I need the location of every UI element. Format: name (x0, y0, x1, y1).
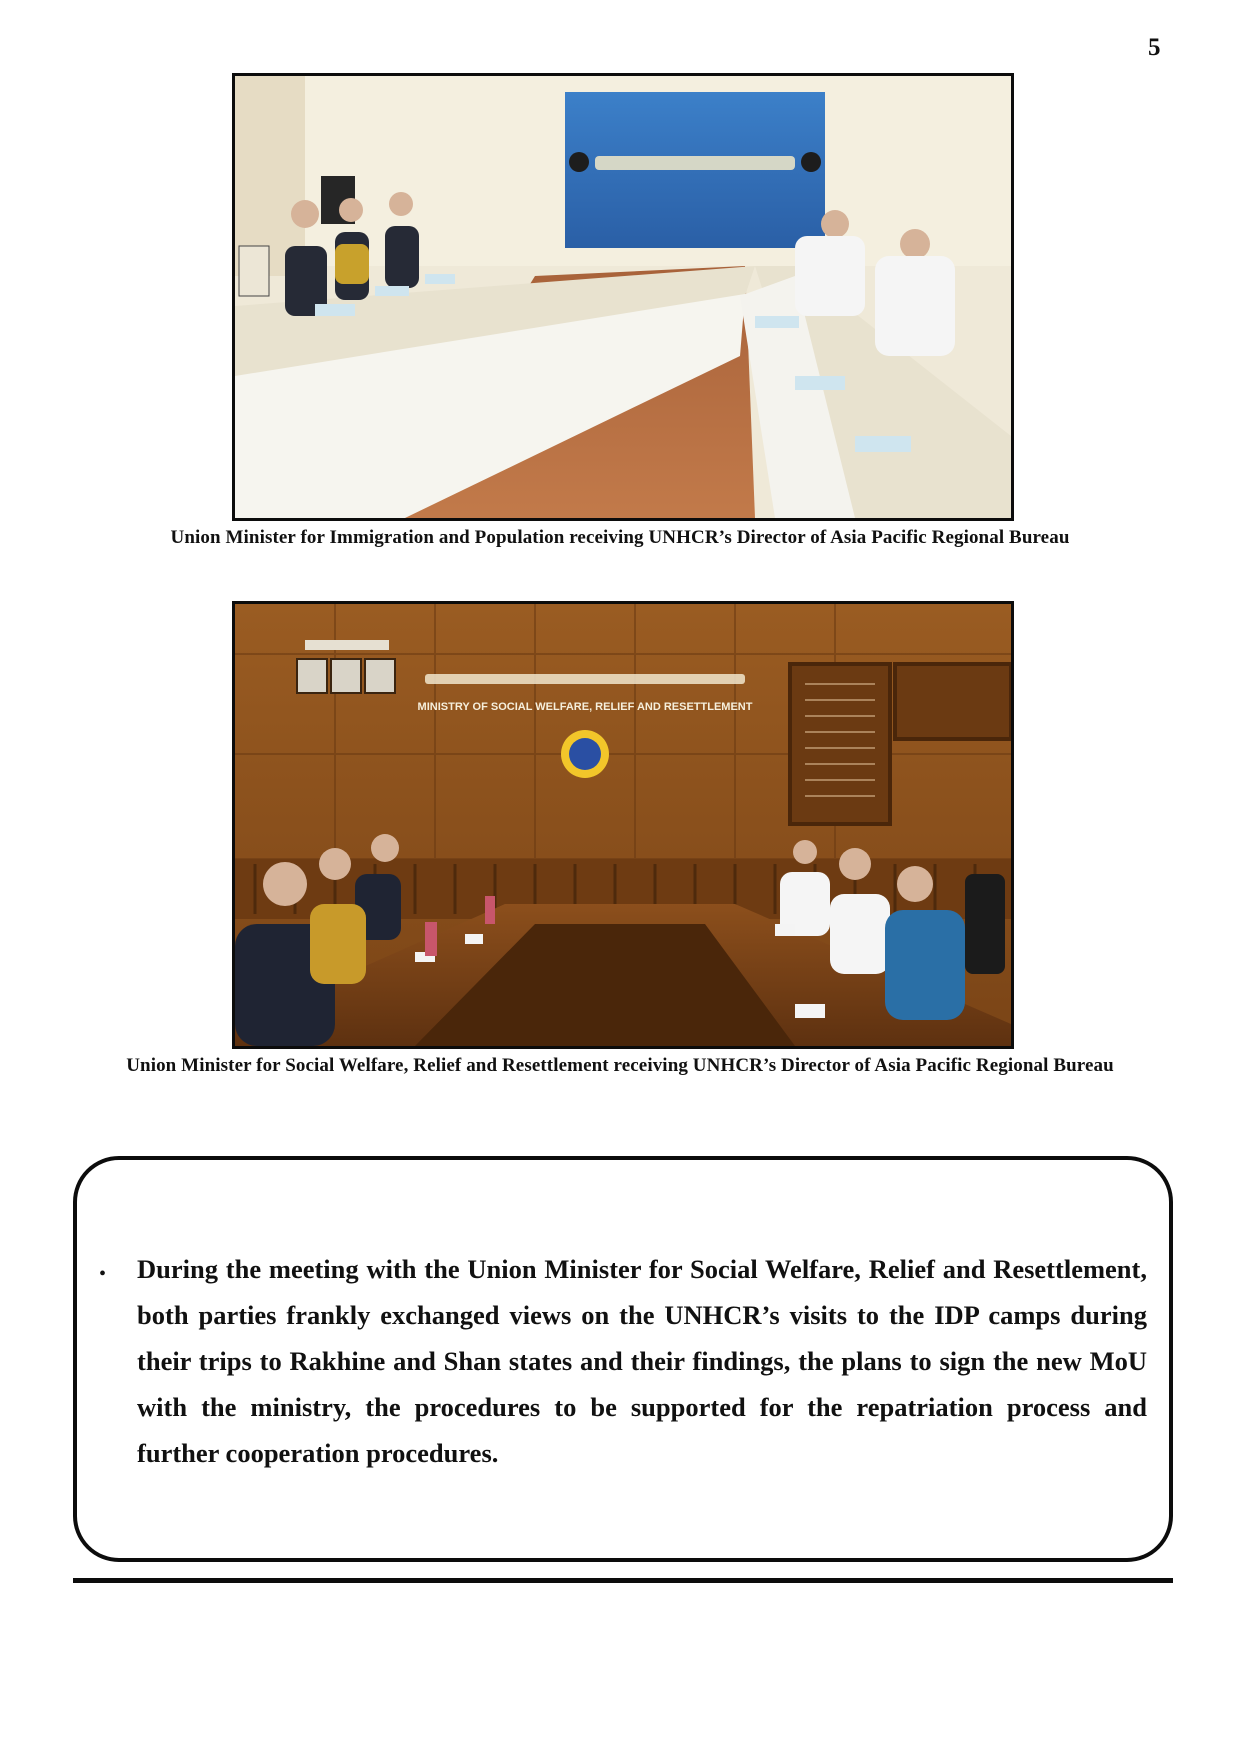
ministry-wall-sign: MINISTRY OF SOCIAL WELFARE, RELIEF AND RESETTLEMENT (417, 701, 753, 713)
photo-caption-immigration: Union Minister for Immigration and Population receiving UNHCR’s Director of Asia Pacific Regional Bureau (170, 527, 1070, 548)
photo-immigration-meeting (232, 73, 1014, 521)
meeting-summary-text: During the meeting with the Union Minister for Social Welfare, Relief and Resettlement, both parties frankly exchanged views on the UNHCR’s visits to the IDP camps during their trips to Rakhine and Shan states and their findings, the plans to sign the new MoU with the ministry, the procedures to be supported for the repatriation process and further cooperation procedures. (137, 1254, 1147, 1468)
photo-caption-social-welfare: Union Minister for Social Welfare, Relief and Resettlement receiving UNHCR’s Director of Asia Pacific Regional Bureau (126, 1055, 1114, 1076)
meeting-summary-box (73, 1156, 1173, 1562)
photo-social-welfare-meeting (232, 601, 1014, 1049)
page-number: 5 (1148, 34, 1161, 61)
bullet-point: • (99, 1263, 107, 1285)
photo-immigration-meeting-scene (235, 76, 1011, 518)
photo-social-welfare-meeting-scene (235, 604, 1011, 1046)
bottom-divider (73, 1578, 1173, 1583)
